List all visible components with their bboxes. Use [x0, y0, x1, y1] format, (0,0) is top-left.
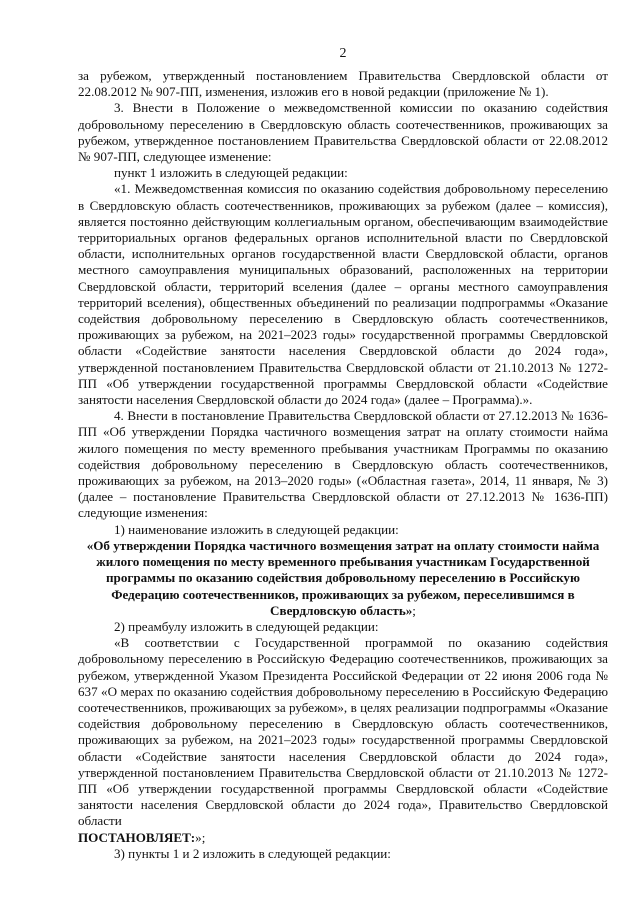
paragraph-continuation: за рубежом, утвержденный постановлением Правительства Свердловской области от 22.08.2012 № 907-ПП, изменения, изложив его в новой редакции (приложение № 1). — [78, 68, 608, 100]
paragraph-item-3: 3. Внести в Положение о межведомственной комиссии по оказанию содействия добровольному переселению в Свердловскую область соотечественников, проживающих за рубежом, утвержденное постановлением Правительства Свердловской области от 22.08.2012 № 907-ПП, следующее изменение: — [78, 100, 608, 165]
paragraph-point-1-text: «1. Межведомственная комиссия по оказанию содействия добровольному переселению в Свердловскую область соотечественников, проживающих за рубежом (далее – комиссия), является постоянно действующим коллегиальным органом, обеспечивающим взаимодействие территориальных органов федеральных органов исполнительной власти по Свердловской области, исполнительных органов государственной власти Свердловской области, органов местного самоуправления муниципальных образований, расположенных на территории Свердловской области, территорий вселения (далее – органы местного самоуправления территорий вселения), общественных объединений по реализации подпрограммы «Оказание содействия добровольному переселению в Свердловскую область соотечественников, проживающих за рубежом, на 2021–2023 годы» государственной программы Свердловской области «Содействие занятости населения Свердловской области до 2024 года», утвержденной постановлением Правительства Свердловской области от 21.10.2013 № 1272-ПП «Об утверждении государственной программы Свердловской области «Содействие занятости населения Свердловской области до 2024 года» (далее – Программа).». — [78, 181, 608, 408]
document-body — [78, 68, 608, 862]
page-number: 2 — [339, 46, 347, 61]
paragraph-subitem-2: 2) преамбулу изложить в следующей редакции: — [114, 618, 379, 634]
bold-title-block — [78, 538, 608, 619]
paragraph-point-1-intro: пункт 1 изложить в следующей редакции: — [114, 165, 348, 181]
decree-tail: »; — [195, 829, 206, 845]
paragraph-subitem-3: 3) пункты 1 и 2 изложить в следующей редакции: — [114, 845, 391, 861]
decree-line — [78, 830, 608, 846]
paragraph-subitem-1: 1) наименование изложить в следующей редакции: — [114, 521, 399, 537]
bold-title-tail: ; — [412, 602, 416, 618]
paragraph-preamble: «В соответствии с Государственной программой по оказанию содействия добровольному переселению в Российскую Федерацию соотечественников, проживающих за рубежом, утвержденной Указом Президента Российской Федерации от 22 июня 2006 года № 637 «О мерах по оказанию содействия добровольному переселению в Российскую Федерацию соотечественников, проживающих за рубежом», в целях реализации подпрограммы «Оказание содействия добровольному переселению в Свердловскую область соотечественников, проживающих за рубежом, на 2021–2023 годы» государственной программы Свердловской области «Содействие занятости населения Свердловской области до 2024 года», утвержденной постановлением Правительства Свердловской области от 21.10.2013 № 1272-ПП «Об утверждении государственной программы Свердловской области «Содействие занятости населения Свердловской области до 2024 года», Правительство Свердловской области — [78, 635, 608, 829]
bold-title-text: «Об утверждении Порядка частичного возмещения затрат на оплату стоимости найма жилого помещения по месту временного пребывания участникам Государственной программы по оказанию содействия добровольному переселению в Российскую Федерацию соотечественников, проживающих за рубежом, переселившимся в Свердловскую область» — [86, 537, 600, 618]
decree-keyword: ПОСТАНОВЛЯЕТ: — [78, 829, 196, 845]
paragraph-item-4: 4. Внести в постановление Правительства Свердловской области от 27.12.2013 № 1636-ПП «Об утверждении Порядка частичного возмещения затрат на оплату стоимости найма жилого помещения по месту временного пребывания участникам Программы по оказанию содействия добровольному переселению в Свердловскую область соотечественников, проживающих за рубежом, на 2013–2020 годы» («Областная газета», 2014, 11 января, № 3) (далее – постановление Правительства Свердловской области от 27.12.2013 № 1636-ПП) следующие изменения: — [78, 408, 608, 521]
